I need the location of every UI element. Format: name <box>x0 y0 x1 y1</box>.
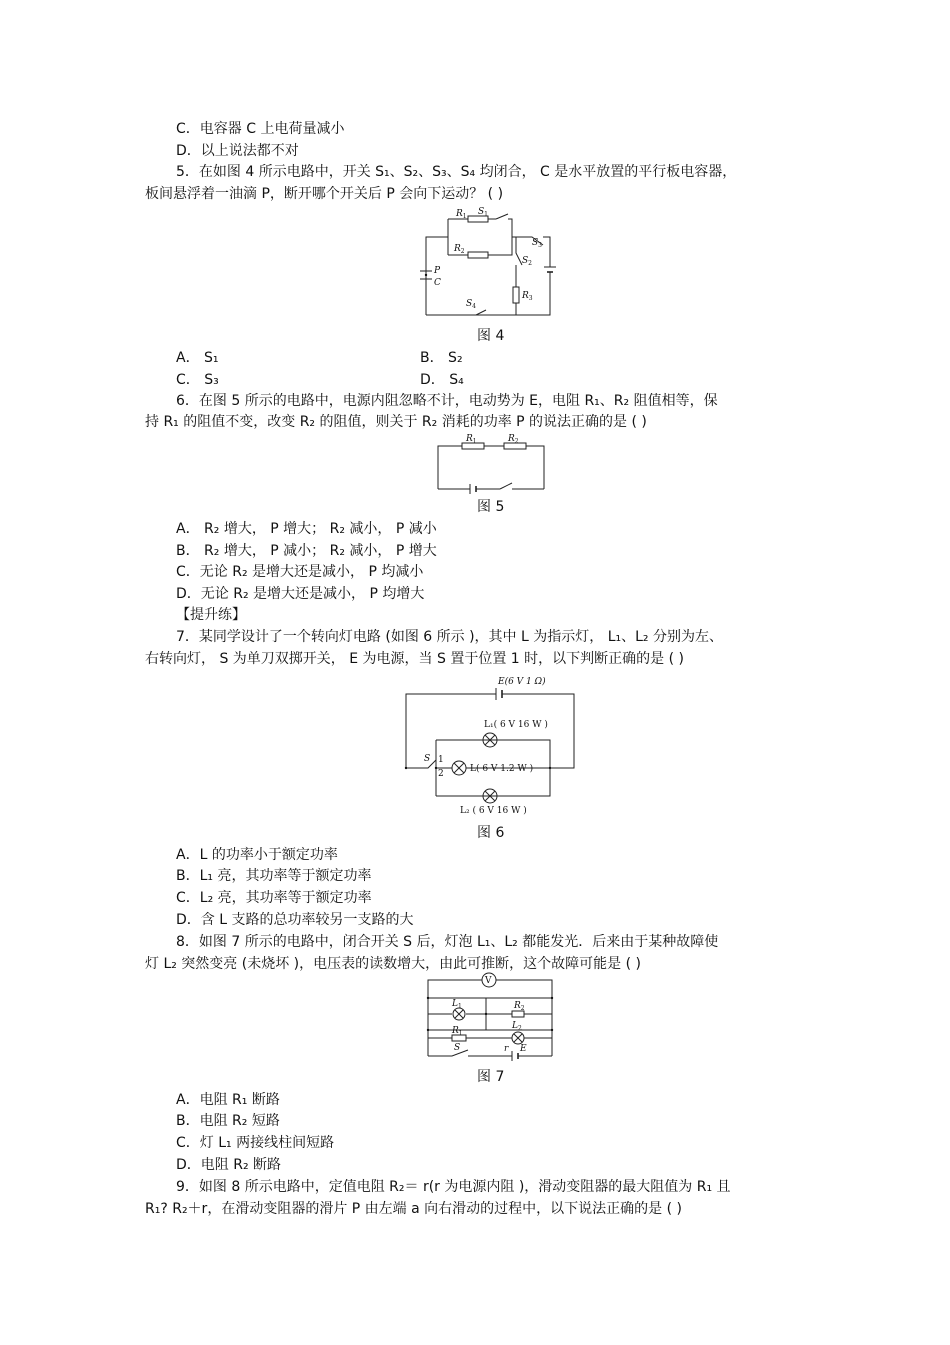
q8-stem-line2: 灯 L₂ 突然变亮 (未烧坏 )，电压表的读数增大，由此可推断，这个故障可能是 ( ) <box>145 956 641 972</box>
figure-6-circuit <box>404 672 584 822</box>
figure-5-circuit <box>436 433 548 493</box>
q6-option-d: D．无论 R₂ 是增大还是减小， P 均增大 <box>176 586 425 602</box>
q5-option-b: B． S₂ <box>420 350 463 366</box>
svg-text:S: S <box>424 754 431 764</box>
q5-option-d: D． S₄ <box>420 372 464 388</box>
q4-option-c: C．电容器 C 上电荷量减小 <box>176 121 345 137</box>
svg-text:S3: $S_3$ <box>532 238 542 249</box>
svg-text:2: 2 <box>438 769 444 779</box>
svg-text:R3: $R_3$ <box>522 291 533 302</box>
svg-text:V: V <box>485 976 492 986</box>
q7-option-c: C．L₂ 亮，其功率等于额定功率 <box>176 890 372 906</box>
q7-option-d: D．含 L 支路的总功率较另一支路的大 <box>176 912 414 928</box>
q6-option-a: A． R₂ 增大， P 增大； R₂ 减小， P 减小 <box>176 521 437 537</box>
svg-text:S: S <box>454 1043 461 1053</box>
q6-stem-line1: 6．在图 5 所示的电路中，电源内阻忽略不计，电动势为 E，电阻 R₁、R₂ 阻值相等，保 <box>176 393 718 409</box>
q8-option-d: D．电阻 R₂ 断路 <box>176 1157 282 1173</box>
q5-option-c: C． S₃ <box>176 372 219 388</box>
svg-text:L₁( 6 V 16 W ): L₁( 6 V 16 W ) <box>484 720 548 730</box>
svg-text:L1: $L_1$ <box>452 999 462 1010</box>
q5-stem-line2: 板间悬浮着一油滴 P，断开哪个开关后 P 会向下运动？ ( ) <box>145 186 504 202</box>
q7-option-a: A．L 的功率小于额定功率 <box>176 847 338 863</box>
q8-option-c: C．灯 L₁ 两接线柱间短路 <box>176 1135 335 1151</box>
q6-option-b: B． R₂ 增大， P 减小； R₂ 减小， P 增大 <box>176 543 437 559</box>
svg-text:S1: $S_1$ <box>478 207 488 218</box>
q7-option-b: B．L₁ 亮，其功率等于额定功率 <box>176 868 372 884</box>
q5-option-a: A． S₁ <box>176 350 219 366</box>
q5-stem-line1: 5．在如图 4 所示电路中，开关 S₁、S₂、S₃、S₄ 均闭合， C 是水平放置的平行板电容器， <box>176 164 737 180</box>
svg-text:R2: $R_2$ <box>508 434 519 445</box>
svg-text:C: C <box>434 278 441 288</box>
svg-text:R1: $R_1$ <box>452 1026 463 1037</box>
svg-text:L( 6 V 1.2 W ): L( 6 V 1.2 W ) <box>470 764 534 774</box>
q8-stem-line1: 8．如图 7 所示的电路中，闭合开关 S 后，灯泡 L₁、L₂ 都能发光．后来由于某种故障使 <box>176 934 719 950</box>
figure-4-circuit <box>420 205 560 317</box>
svg-text:S4: $S_4$ <box>466 299 476 310</box>
figure-4-caption: 图 4 <box>477 328 505 344</box>
q9-stem-line2: R₁? R₂＋r，在滑动变阻器的滑片 P 由左端 a 向右滑动的过程中，以下说法正确的是 ( ) <box>145 1201 682 1217</box>
figure-5-caption: 图 5 <box>477 499 505 515</box>
svg-text:R2: $R_2$ <box>514 1001 525 1012</box>
q6-option-c: C．无论 R₂ 是增大还是减小， P 均减小 <box>176 564 424 580</box>
svg-text:P: P <box>434 266 441 276</box>
figure-6-caption: 图 6 <box>477 825 505 841</box>
q8-option-b: B．电阻 R₂ 短路 <box>176 1113 280 1129</box>
q4-option-d: D．以上说法都不对 <box>176 143 299 159</box>
svg-text:L₂ ( 6 V 16 W ): L₂ ( 6 V 16 W ) <box>460 806 527 816</box>
svg-text:S2: $S_2$ <box>522 256 532 267</box>
q7-stem-line2: 右转向灯， S 为单刀双掷开关， E 为电源，当 S 置于位置 1 时，以下判断正确的是 ( ) <box>145 651 684 667</box>
svg-text:R1: $R_1$ <box>466 434 477 445</box>
svg-text:E(6 V 1 Ω): E(6 V 1 Ω) <box>498 677 546 687</box>
svg-text:r: r <box>504 1044 509 1054</box>
svg-text:R2: $R_2$ <box>454 244 465 255</box>
figure-7-caption: 图 7 <box>477 1069 505 1085</box>
svg-text:E: E <box>520 1044 527 1054</box>
q9-stem-line1: 9．如图 8 所示电路中，定值电阻 R₂＝ r(r 为电源内阻 )，滑动变阻器的最大阻值为 R₁ 且 <box>176 1179 731 1195</box>
q7-stem-line1: 7．某同学设计了一个转向灯电路 (如图 6 所示 )，其中 L 为指示灯， L₁、L₂ 分别为左、 <box>176 629 723 645</box>
figure-7-circuit <box>424 972 556 1062</box>
q8-option-a: A．电阻 R₁ 断路 <box>176 1092 280 1108</box>
svg-text:1: 1 <box>438 755 444 765</box>
section-heading-advanced: 【提升练】 <box>176 607 246 623</box>
svg-text:L2: $L_2$ <box>512 1021 522 1032</box>
q6-stem-line2: 持 R₁ 的阻值不变，改变 R₂ 的阻值，则关于 R₂ 消耗的功率 P 的说法正确的是 ( ) <box>145 414 647 430</box>
svg-text:R1: $R_1$ <box>456 209 467 220</box>
